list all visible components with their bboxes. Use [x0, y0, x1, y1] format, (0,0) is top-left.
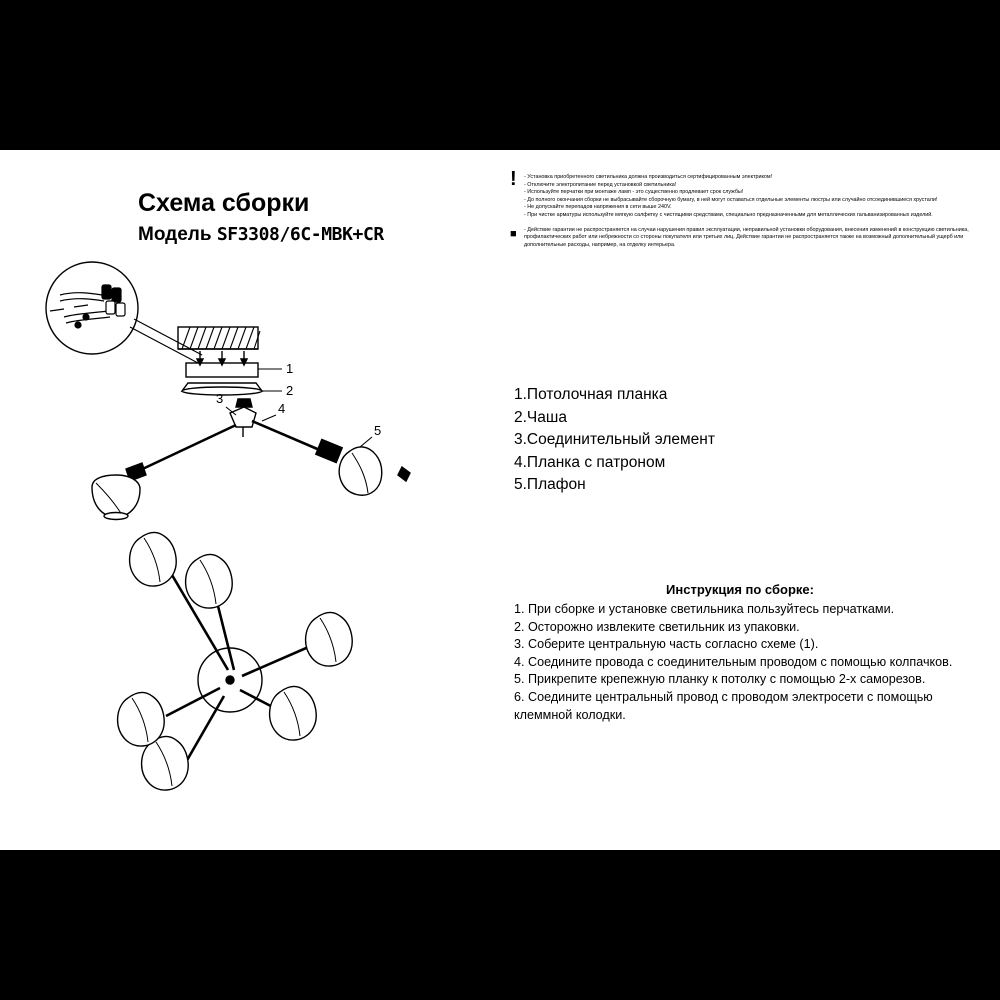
arm-left [126, 425, 236, 481]
warning-line-2: - Отключите электропитание перед установкой светильника! [524, 181, 677, 188]
connector-part [230, 399, 256, 437]
guarantee-row [510, 227, 980, 250]
shade-right [339, 447, 382, 495]
shade-left-middle [118, 692, 165, 746]
part-item-1: 1.Потолочная планка [514, 386, 668, 403]
hub-center-dot [226, 676, 234, 684]
square-bullet-icon: ■ [510, 227, 517, 240]
callout-5: 5 [374, 423, 382, 438]
warning-row [510, 168, 980, 220]
warning-line-6: - При чистке арматуры используйте мягкую салфетку с чистящими средствами, специально предназначенными для металлических гальванизированных изделий. [524, 211, 933, 218]
shade-top-middle [186, 554, 233, 608]
instruction-item-1: 1. При сборке и установке светильника пользуйтесь перчатками. [514, 602, 895, 616]
instructions-title: Инструкция по сборке: [666, 582, 814, 597]
model-line [138, 224, 384, 246]
exclamation-icon: ! [510, 168, 517, 190]
callout-2: 2 [286, 383, 294, 398]
instruction-sheet [0, 150, 1000, 850]
instruction-item-2: 2. Осторожно извлеките светильник из упаковки. [514, 619, 800, 634]
callout-1: 1 [286, 361, 294, 376]
title-block [138, 188, 384, 246]
shade-upper-left [130, 532, 177, 586]
shade-right-upper [306, 612, 353, 666]
instruction-item-3: 3. Соберите центральную часть согласно схеме (1). [514, 637, 819, 652]
instruction-item-5: 5. Прикрепите крепежную планку к потолку с помощью 2-х саморезов. [514, 672, 926, 687]
shade-left [92, 475, 140, 520]
part-item-5: 5.Плафон [514, 476, 586, 493]
instruction-item-6: 6. Соедините центральный провод с проводом электросети с помощью клеммной колодки. [514, 689, 933, 722]
part-item-4: 4.Планка с патроном [514, 453, 666, 471]
model-code: SF3308/6C-MBK+CR [216, 224, 384, 245]
guarantee-line: - Действие гарантии не распространяется на случаи нарушения правил эксплуатации, неправильной установки оборудования, внесения изменений в конструкцию светильника, профилактических работ или небрежности со стороны покупателя или третьих лиц. Действие гарантии не распространяется также на возможный дополнительный ущерб или дополнительные расходы, например, на отделку интерьера. [524, 226, 969, 248]
parts-list [514, 384, 715, 497]
warning-line-3: - Используйте перчатки при монтаже ламп - это существенно продлевает срок службы! [524, 189, 744, 196]
wiring-detail [50, 285, 125, 328]
part-item-2: 2.Чаша [514, 408, 567, 426]
part-item-3: 3.Соединительный элемент [514, 431, 715, 448]
page-title: Схема сборки [138, 189, 310, 217]
assembled-fixture-diagram [100, 520, 420, 840]
guarantee-text [524, 227, 980, 250]
ceiling-hatch [178, 327, 260, 349]
callout-4: 4 [278, 401, 286, 416]
ceiling-plate-part [186, 351, 258, 377]
arm-right [252, 421, 342, 463]
warning-line-5: - Не допускайте перепадов напряжения в сети выше 240V. [524, 204, 672, 211]
callout-leaders [226, 369, 372, 447]
screw-piece [398, 467, 410, 481]
warning-line-4: - До полного окончания сборки не выбрасывайте сборочную бумагу, в ней могут оставаться отдельные элементы люстры или случайно отсоединившиеся хрустали! [524, 196, 938, 203]
shade-right-lower [270, 686, 317, 740]
instruction-item-4: 4. Соедините провода с соединительным проводом с помощью колпачков. [514, 654, 953, 669]
model-label: Модель [138, 224, 212, 245]
legal-block [510, 168, 980, 256]
instructions-block [514, 582, 966, 724]
warning-line-1: - Установка приобретенного светильника должна производиться сертифицированным электриком! [524, 174, 773, 180]
assembled-diagram-svg [100, 520, 420, 840]
warning-text [524, 174, 937, 220]
callout-3: 3 [216, 391, 224, 406]
